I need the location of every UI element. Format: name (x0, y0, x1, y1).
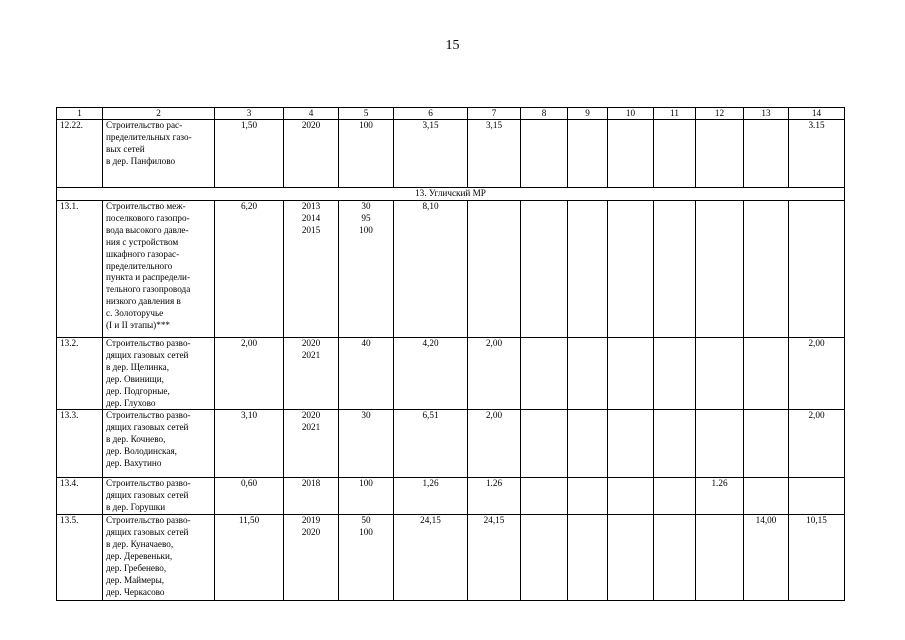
col-3-cell: 6,20 (215, 201, 284, 338)
col-5-cell: 100 (339, 478, 394, 515)
col-13-cell: 14,00 (744, 515, 789, 601)
col-9-cell (568, 478, 608, 515)
col-10-cell (608, 201, 654, 338)
col-4-cell: 2013 2014 2015 (284, 201, 339, 338)
object-name-cell: Строительство разво- дящих газовых сетей в дер. Горушки (103, 478, 215, 515)
col-5-cell: 40 (339, 338, 394, 410)
col-7-cell: 3,15 (468, 120, 521, 188)
header-cell: 6 (394, 108, 468, 120)
header-row (57, 108, 845, 120)
col-7-cell (468, 201, 521, 338)
col-6-cell: 6,51 (394, 410, 468, 478)
header-cell: 4 (284, 108, 339, 120)
col-3-cell: 0,60 (215, 478, 284, 515)
col-9-cell (568, 120, 608, 188)
table-row (57, 478, 845, 515)
col-8-cell (521, 410, 568, 478)
col-4-cell: 2020 (284, 120, 339, 188)
col-6-cell: 3,15 (394, 120, 468, 188)
col-10-cell (608, 338, 654, 410)
header-cell: 2 (103, 108, 215, 120)
col-8-cell (521, 338, 568, 410)
object-name-cell: Строительство разво- дящих газовых сетей в дер. Кочнево, дер. Володинская, дер. Вахутино (103, 410, 215, 478)
table-row (57, 338, 845, 410)
col-12-cell (696, 410, 744, 478)
col-14-cell (789, 478, 845, 515)
table-row (57, 515, 845, 601)
table-row (57, 201, 845, 338)
col-3-cell: 3,10 (215, 410, 284, 478)
col-6-cell: 1,26 (394, 478, 468, 515)
col-9-cell (568, 338, 608, 410)
col-13-cell (744, 410, 789, 478)
object-name-cell: Строительство разво- дящих газовых сетей в дер. Куначаево, дер. Деревеньки, дер. Гребенево, дер. Маймеры, дер. Черкасово (103, 515, 215, 601)
col-8-cell (521, 478, 568, 515)
row-number-cell: 13.4. (57, 478, 103, 515)
row-number-cell: 12.22. (57, 120, 103, 188)
header-cell: 5 (339, 108, 394, 120)
object-name-cell: Строительство меж- поселкового газопро- вода высокого давле- ния с устройством шкафного газорас- пределительного пункта и распредели- тельного газопровода низкого давления в с. Золоторучье (I и II этапы)*** (103, 201, 215, 338)
gasification-table (56, 107, 845, 601)
col-4-cell: 2018 (284, 478, 339, 515)
header-cell: 13 (744, 108, 789, 120)
col-14-cell: 10,15 (789, 515, 845, 601)
col-4-cell: 2020 2021 (284, 410, 339, 478)
header-cell: 3 (215, 108, 284, 120)
col-10-cell (608, 515, 654, 601)
col-12-cell (696, 201, 744, 338)
col-7-cell: 2,00 (468, 338, 521, 410)
col-13-cell (744, 478, 789, 515)
col-5-cell: 100 (339, 120, 394, 188)
col-11-cell (654, 201, 696, 338)
col-3-cell: 1,50 (215, 120, 284, 188)
col-13-cell (744, 201, 789, 338)
header-cell: 1 (57, 108, 103, 120)
col-14-cell: 2,00 (789, 338, 845, 410)
col-12-cell (696, 338, 744, 410)
header-cell: 9 (568, 108, 608, 120)
col-14-cell (789, 201, 845, 338)
header-cell: 7 (468, 108, 521, 120)
table-row (57, 120, 845, 188)
col-9-cell (568, 410, 608, 478)
header-cell: 12 (696, 108, 744, 120)
col-4-cell: 2019 2020 (284, 515, 339, 601)
header-cell: 10 (608, 108, 654, 120)
row-number-cell: 13.2. (57, 338, 103, 410)
col-5-cell: 30 (339, 410, 394, 478)
col-11-cell (654, 338, 696, 410)
col-10-cell (608, 478, 654, 515)
col-7-cell: 2,00 (468, 410, 521, 478)
section-title: 13. Угличский МР (57, 188, 845, 201)
col-6-cell: 24,15 (394, 515, 468, 601)
col-6-cell: 4,20 (394, 338, 468, 410)
col-5-cell: 50 100 (339, 515, 394, 601)
col-8-cell (521, 120, 568, 188)
header-cell: 11 (654, 108, 696, 120)
col-11-cell (654, 515, 696, 601)
col-13-cell (744, 120, 789, 188)
header-cell: 14 (789, 108, 845, 120)
col-12-cell: 1.26 (696, 478, 744, 515)
col-12-cell (696, 120, 744, 188)
col-11-cell (654, 120, 696, 188)
row-number-cell: 13.1. (57, 201, 103, 338)
object-name-cell: Строительство разво- дящих газовых сетей в дер. Щелинка, дер. Овинищи, дер. Подгорные, дер. Глухово (103, 338, 215, 410)
col-11-cell (654, 410, 696, 478)
object-name-cell: Строительство рас- пределительных газо- вых сетей в дер. Панфилово (103, 120, 215, 188)
col-4-cell: 2020 2021 (284, 338, 339, 410)
col-11-cell (654, 478, 696, 515)
col-10-cell (608, 410, 654, 478)
col-14-cell: 3.15 (789, 120, 845, 188)
col-8-cell (521, 201, 568, 338)
col-9-cell (568, 515, 608, 601)
col-10-cell (608, 120, 654, 188)
col-14-cell: 2,00 (789, 410, 845, 478)
table-row (57, 410, 845, 478)
row-number-cell: 13.5. (57, 515, 103, 601)
col-12-cell (696, 515, 744, 601)
col-5-cell: 30 95 100 (339, 201, 394, 338)
col-8-cell (521, 515, 568, 601)
col-9-cell (568, 201, 608, 338)
row-number-cell: 13.3. (57, 410, 103, 478)
col-3-cell: 11,50 (215, 515, 284, 601)
col-7-cell: 24,15 (468, 515, 521, 601)
header-cell: 8 (521, 108, 568, 120)
section-row (57, 188, 845, 201)
col-3-cell: 2,00 (215, 338, 284, 410)
page-number: 15 (445, 38, 460, 53)
col-13-cell (744, 338, 789, 410)
col-7-cell: 1.26 (468, 478, 521, 515)
col-6-cell: 8,10 (394, 201, 468, 338)
